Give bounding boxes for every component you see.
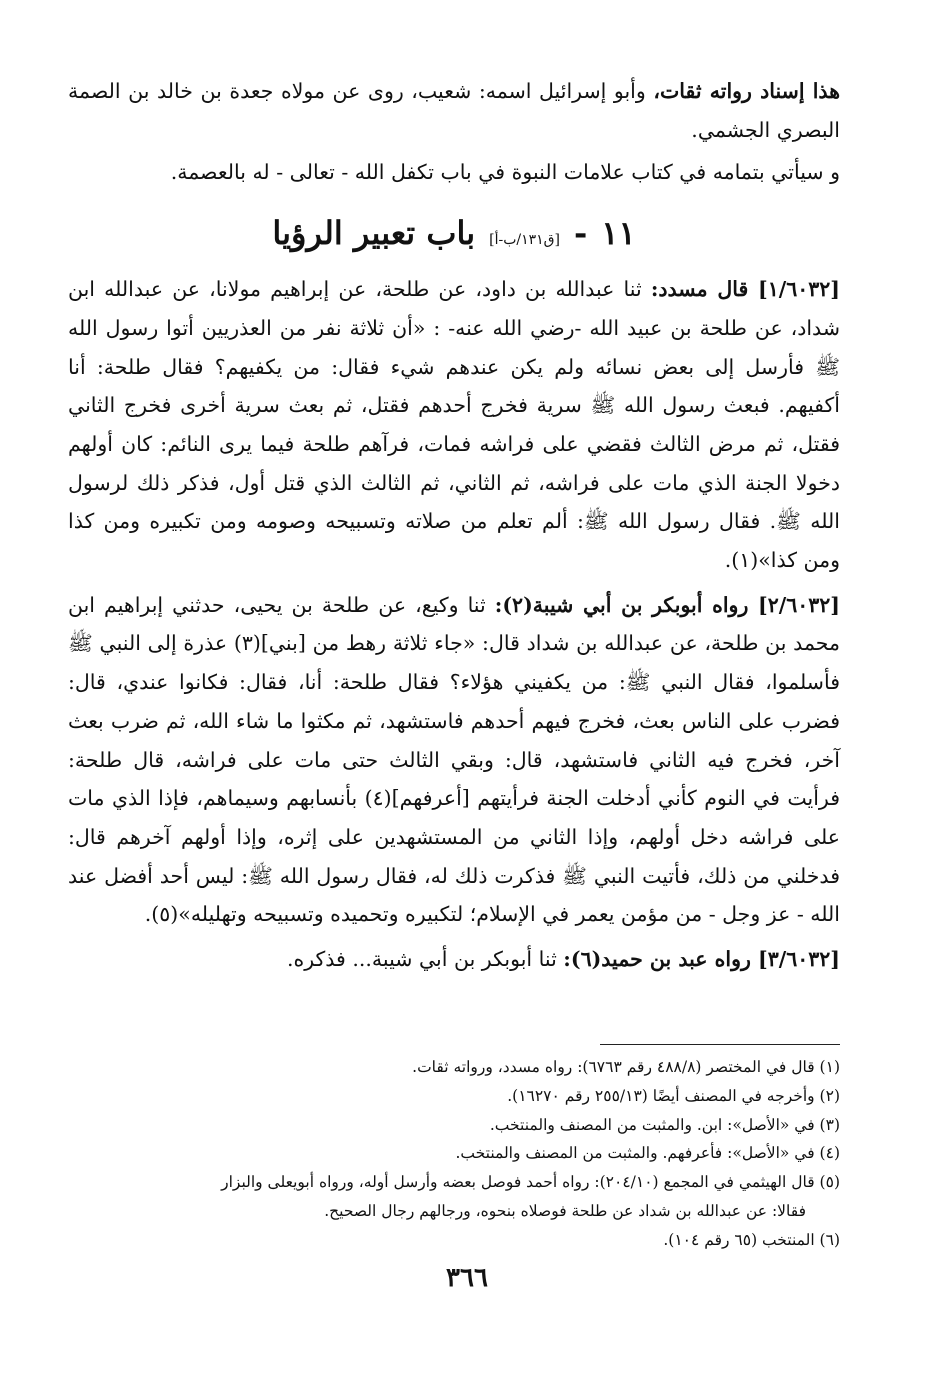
footnote-1: (١) قال في المختصر (٤٨٨/٨ رقم ٦٧٦٣): رواه مسدد، ورواته ثقات. xyxy=(412,1058,840,1076)
manuscript-reference: [ق١٣١/ب-أ] xyxy=(489,232,560,249)
hadith-entry-3 xyxy=(68,940,840,979)
footnotes xyxy=(68,1053,840,1255)
hadith-number: [٣/٦٠٣٢] xyxy=(758,947,840,972)
intro-paragraph xyxy=(68,72,840,149)
hadith-text: ثنا عبدالله بن داود، عن طلحة، عن إبراهيم مولانا، عن عبدالله ابن شداد، عن طلحة بن عبيد الله -رضي الله عنه- : «أن ثلاثة نفر من العذريين أتوا رسول الله ﷺ فأرسل إلى بعض نسائه ولم يكن عندهم شيء فقال: من يكفيهم؟ فقال طلحة: أنا أكفيهم. فبعث رسول الله ﷺ سرية فخرج أحدهم فقتل، ثم بعث سرية أخرى فخرج الثاني فقتل، ثم مرض الثالث فقضي على فراشه فمات، فرآهم طلحة فيما يرى النائم: كان أولهم دخولا الجنة الذي مات على فراشه، ثم الثاني، ثم الثالث الذي قتل أول، فذكر ذلك لرسول الله ﷺ. فقال رسول الله ﷺ: ألم تعلم من صلاته وتسبيحه وصومه ومن تكبيره ومن كذا ومن كذا»(١). xyxy=(68,277,840,573)
hadith-text: ثنا وكيع، عن طلحة بن يحيى، حدثني إبراهيم ابن محمد بن طلحة، عن عبدالله بن شداد قال: «جاء ثلاثة رهط من [بني](٣) عذرة إلى النبي ﷺ فأسلموا، فقال النبي ﷺ: من يكفيني هؤلاء؟ فقال طلحة: أنا، فقال: فكانوا عندي، قال: فضرب على الناس بعث، فخرج فيهم أحدهم فاستشهد، ثم مكثوا ما شاء الله، ثم ضرب بعث آخر، فخرج فيه الثاني فاستشهد، قال: وبقي الثالث حتى مات على فراشه، قال طلحة: فرأيت في النوم كأني أدخلت الجنة فرأيتهم [أعرفهم](٤) بأنسابهم وسيماهم، فإذا الذي مات على فراشه دخل أولهم، وإذا الثاني من المستشهدين على إثره، وإذا أولهم آخرهم قال: فدخلني من ذلك، فأتيت النبي ﷺ فذكرت ذلك له، فقال رسول الله ﷺ: ليس أحد أفضل عند الله - عز وجل - من مؤمن يعمر في الإسلام؛ لتكبيره وتحميده وتسبيحه وتهليله»(٥). xyxy=(68,592,841,927)
chapter-heading xyxy=(68,210,840,256)
chapter-dash: - xyxy=(574,214,588,253)
hadith-lead: رواه أبوبكر بن أبي شيبة(٢): xyxy=(494,592,759,617)
footnote-5-continuation: فقالا: عن عبدالله بن شداد عن طلحة فوصلاه بنحوه، ورجالهم رجال الصحيح. xyxy=(324,1201,806,1220)
footnote-divider xyxy=(600,1044,840,1045)
chapter-title: باب تعبير الرؤيا xyxy=(272,214,476,253)
footnote-2: (٢) وأخرجه في المصنف أيضًا (٢٥٥/١٣ رقم ١٦٢٧٠). xyxy=(507,1086,840,1105)
hadith-lead: رواه عبد بن حميد(٦): xyxy=(563,947,759,972)
page-body xyxy=(68,72,840,979)
footnote-4: (٤) في «الأصل»: فأعرفهم. والمثبت من المصنف والمنتخب. xyxy=(455,1144,840,1163)
chapter-number: ١١ xyxy=(601,214,636,253)
footnote-5: (٥) قال الهيثمي في المجمع (٢٠٤/١٠): رواه أحمد فوصل بعضه وأرسل أوله، ورواه أبويعلى والبزار xyxy=(221,1173,840,1192)
hadith-number: [١/٦٠٣٢] xyxy=(758,277,840,302)
intro-text: وأبو إسرائيل اسمه: شعيب، روى عن مولاه جعدة بن خالد بن الصمة البصري الجشمي. xyxy=(68,79,840,142)
hadith-lead: قال مسدد: xyxy=(650,277,759,302)
page-number: ٣٦٦ xyxy=(446,1263,488,1293)
hadith-text: ثنا أبوبكر بن أبي شيبة... فذكره. xyxy=(286,947,564,972)
intro-bold-lead: هذا إسناد رواته ثقات، xyxy=(653,79,841,103)
hadith-entry-2 xyxy=(68,586,840,934)
hadith-entry-1 xyxy=(68,270,840,580)
footnote-3: (٣) في «الأصل»: ابن. والمثبت من المصنف والمنتخب. xyxy=(489,1115,840,1134)
hadith-number: [٢/٦٠٣٢] xyxy=(758,592,840,617)
intro-second-paragraph: و سيأتي بتمامه في كتاب علامات النبوة في باب تكفل الله - تعالى - له بالعصمة. xyxy=(170,160,840,185)
footnote-6: (٦) المنتخب (٦٥ رقم ١٠٤). xyxy=(663,1230,840,1249)
